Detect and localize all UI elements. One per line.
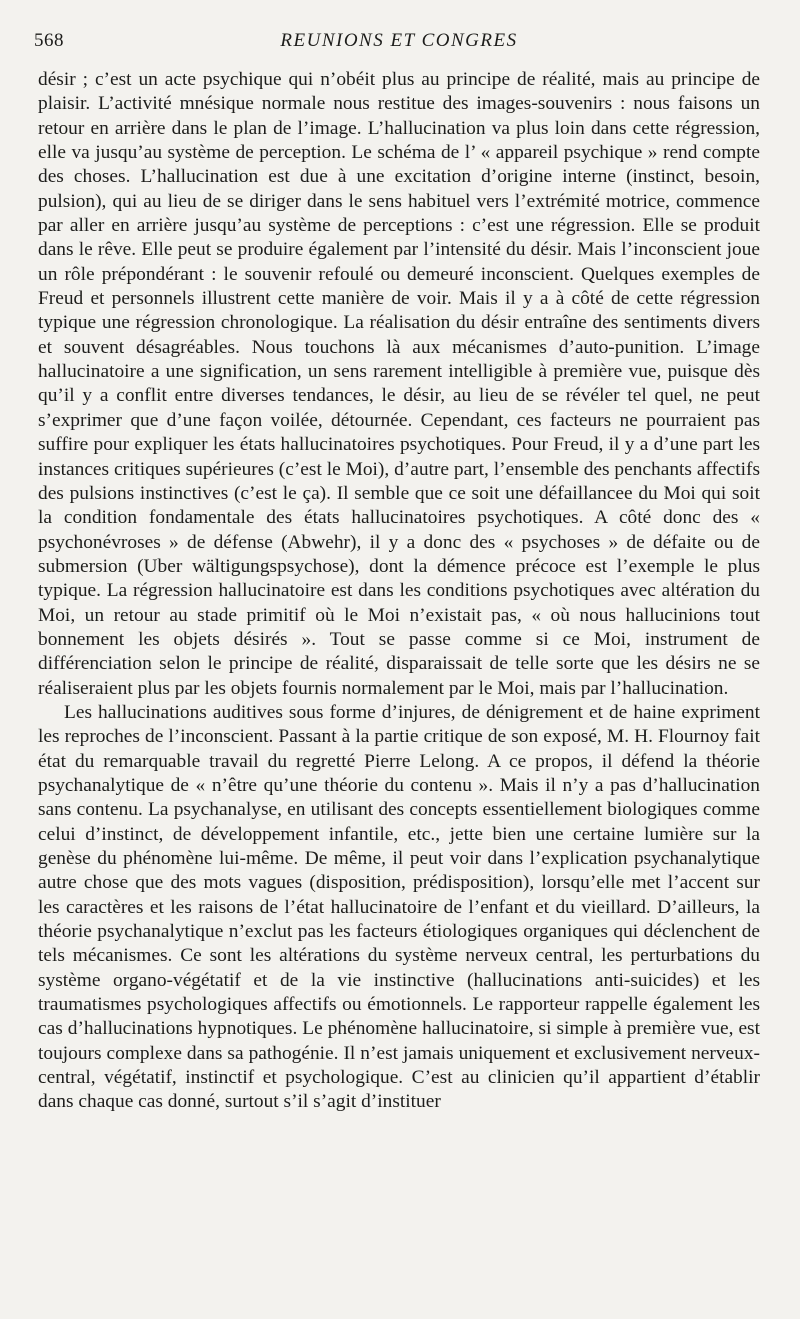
paragraph-1: désir ; c’est un acte psychique qui n’obéit plus au principe de réalité, mais au principe de plaisir. L’activité mnésique normale nous restitue des images-souvenirs : nous faisons un retour en arrière dans le plan de l’image. L’hallucination va plus loin dans cette régression, elle va jusqu’au système de perception. Le schéma de l’ « appareil psychique » rend compte des choses. L’hallucination est due à une excitation d’origine interne (instinct, besoin, pulsion), qui au lieu de se diriger dans le sens habituel vers l’extrémité motrice, commence par aller en arrière jusqu’au système de perceptions : c’est une régression. Elle se produit dans le rêve. Elle peut se produire également par l’intensité du désir. Mais l’inconscient joue un rôle prépondérant : le souvenir refoulé ou demeuré inconscient. Quelques exemples de Freud et personnels illustrent cette manière de voir. Mais il y a à côté de cette régression typique une régression chronologique. La réalisation du désir entraîne des sentiments divers et souvent désagréables. Nous touchons là aux mécanismes d’auto-punition. L’image hallucinatoire a une signification, un sens rarement intelligible à première vue, puisque dès qu’il y a conflit entre diverses tendances, le désir, au lieu de se révéler tel quel, ne peut s’exprimer que d’une façon voilée, détournée. Cependant, ces facteurs ne pourraient pas suffire pour expliquer les états hallucinatoires psychotiques. Pour Freud, il y a d’une part les instances critiques supérieures (c’est le Moi), d’autre part, l’ensemble des penchants affectifs des pulsions instinctives (c’est le ça). Il semble que ce soit une défaillancee du Moi qui soit la condition fondamentale des états hallucinatoires psychotiques. A côté donc des « psychonévroses » de défense (Abwehr), il y a donc des « psychoses » de défaite ou de submersion (Uber wältigungspsychose), dont la démence précoce est l’exemple le plus typique. La régression hallucinatoire est dans les conditions psychotiques avec altération du Moi, un retour au stade primitif où le Moi n’existait pas, « où nous hallucinions tout bonnement les objets désirés ». Tout se passe comme si ce Moi, instrument de différenciation selon le principe de réalité, disparaissait de telle sorte que les désirs ne se réaliseraient plus par les objets fournis normalement par le Moi, mais par l’hallucination. [38,69,760,699]
running-head: REUNIONS ET CONGRES [280,30,518,51]
page-header [34,28,760,58]
body-text [38,68,760,1115]
paragraph-2: Les hallucinations auditives sous forme d’injures, de dénigrement et de haine expriment les reproches de l’inconscient. Passant à la partie critique de son exposé, M. H. Flournoy fait état du remarquable travail du regretté Pierre Lelong. A ce propos, il défend la théorie psychanalytique de « n’être qu’une théorie du contenu ». Mais il n’y a pas d’hallucination sans contenu. La psychanalyse, en utilisant des concepts essentiellement biologiques comme celui d’instinct, de développement infantile, etc., jette bien une certaine lumière sur la genèse du phénomène lui-même. De même, il peut voir dans l’explication psychanalytique autre chose que des mots vagues (disposition, prédisposition), lorsqu’elle met l’accent sur les caractères et les raisons de l’état hallucinatoire de l’enfant et du vieillard. D’ailleurs, la théorie psychanalytique n’exclut pas les facteurs étiologiques organiques qui déclenchent de tels mécanismes. Ce sont les altérations du système nerveux central, les perturbations du système organo-végétatif et de la vie instinctive (hallucinations anti-suicides) et les traumatismes psychologiques affectifs ou émotionnels. Le rapporteur rappelle également les cas d’hallucinations hypnotiques. Le phénomène hallucinatoire, si simple à première vue, est toujours complexe dans sa pathogénie. Il n’est jamais uniquement et exclusivement nerveux-central, végétatif, instinctif et psychologique. C’est au clinicien qu’il appartient d’établir dans chaque cas donné, surtout s’il s’agit d’instituer [38,701,760,1113]
page-number: 568 [34,30,64,51]
